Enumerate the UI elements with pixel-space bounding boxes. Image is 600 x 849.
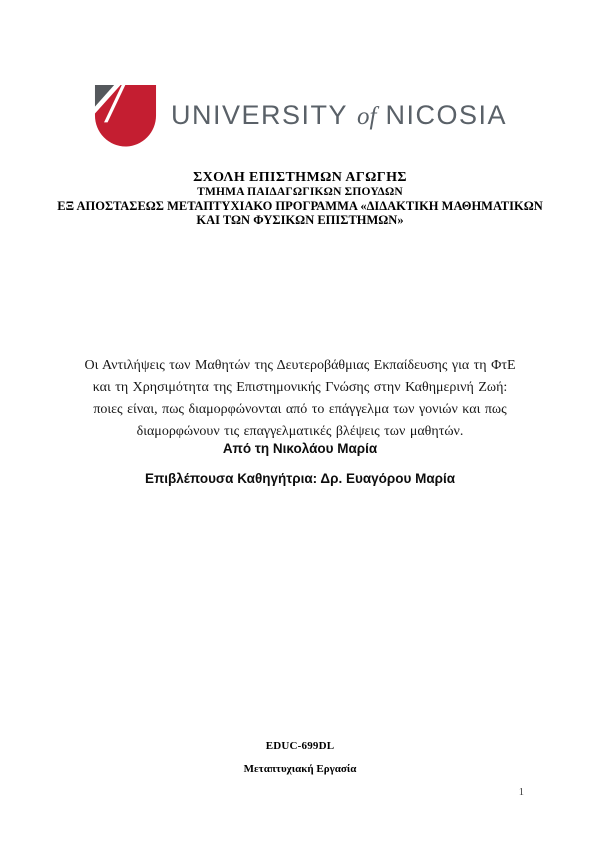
thesis-title-line2: και τη Χρησιμότητα της Επιστημονικής Γνώσης στην Καθημερινή Ζωή:	[92, 380, 508, 395]
department-heading: ΤΜΗΜΑ ΠΑΙΔΑΓΩΓΙΚΩΝ ΣΠΟΥΔΩΝ	[197, 186, 403, 198]
logo-word-university: UNIVERSITY	[170, 100, 349, 130]
unic-u-logo-icon	[93, 83, 158, 148]
program-heading-line1: ΕΞ ΑΠΟΣΤΑΣΕΩΣ ΜΕΤΑΠΤΥΧΙΑΚΟ ΠΡΟΓΡΑΜΜΑ «ΔΙΔΑΚΤΙΚΗ ΜΑΘΗΜΑΤΙΚΩΝ	[57, 199, 543, 213]
supervisor-line: Επιβλέπουσα Καθηγήτρια: Δρ. Ευαγόρου Μαρία	[144, 471, 456, 486]
university-logo-wordmark	[171, 100, 507, 131]
university-logo	[0, 83, 600, 148]
page-number: 1	[518, 787, 524, 798]
thesis-title-line1: Οι Αντιλήψεις των Μαθητών της Δευτεροβάθμιας Εκπαίδευσης για τη ΦτΕ	[84, 358, 516, 373]
thesis-type: Μεταπτυχιακή Εργασία	[243, 763, 357, 775]
thesis-title-line4: διαμορφώνουν τις επαγγελματικές βλέψεις των μαθητών.	[136, 424, 464, 439]
school-heading: ΣΧΟΛΗ ΕΠΙΣΤΗΜΩΝ ΑΓΩΓΗΣ	[193, 170, 407, 185]
author-line: Από τη Νικολάου Μαρία	[222, 441, 378, 456]
logo-word-nicosia: NICOSIA	[385, 100, 507, 130]
logo-word-of: of	[357, 103, 377, 130]
program-heading-line2: ΚΑΙ ΤΩΝ ΦΥΣΙΚΩΝ ΕΠΙΣΤΗΜΩΝ»	[196, 213, 404, 227]
thesis-title-line3: ποιες είναι, πως διαμορφώνονται από το επάγγελμα των γονιών και πως	[93, 402, 507, 417]
course-code: EDUC-699DL	[265, 740, 335, 752]
